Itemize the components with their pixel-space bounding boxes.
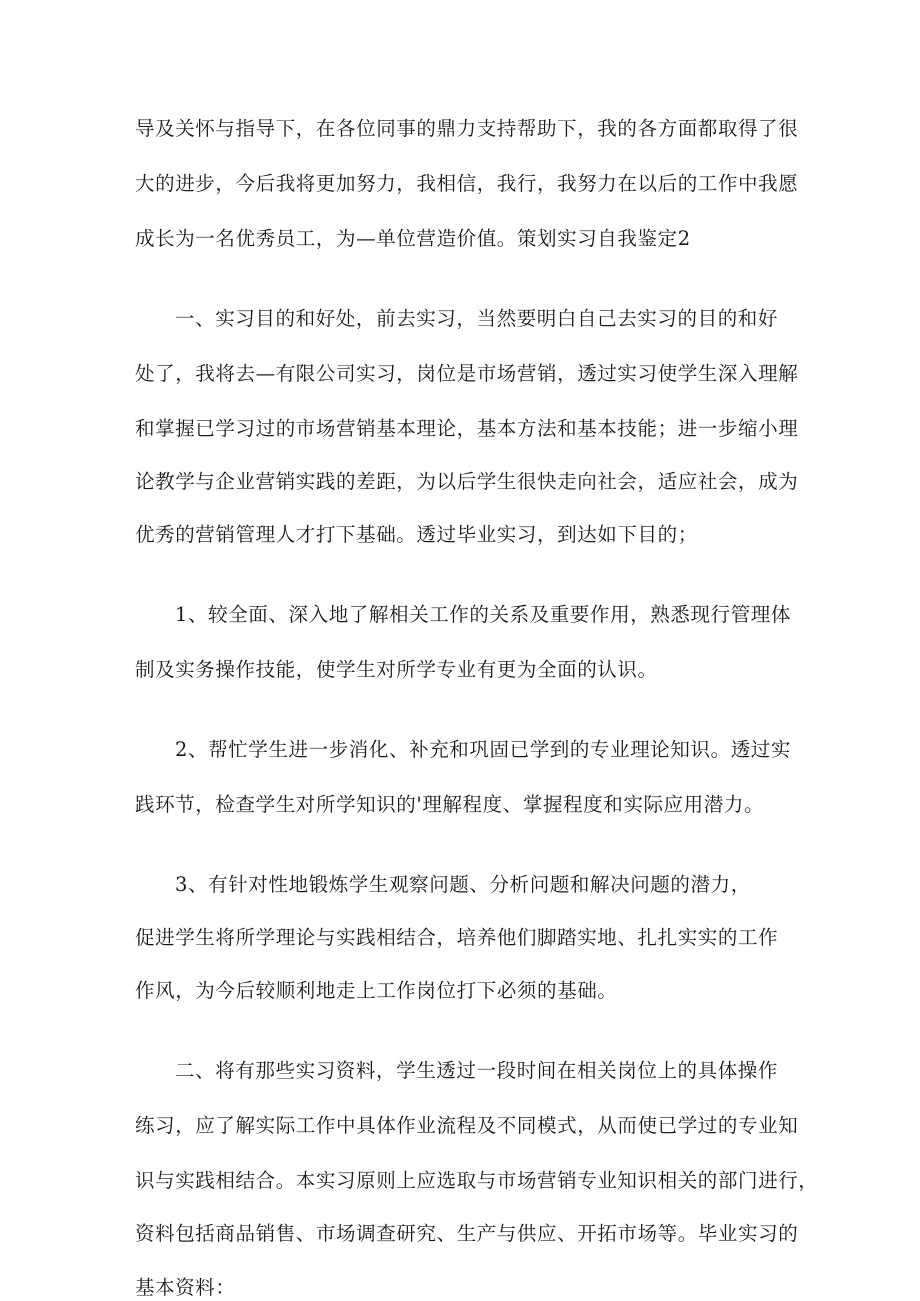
text-line: 论教学与企业营销实践的差距，为以后学生很快走向社会，适应社会，成为 [135, 470, 799, 493]
text-line: 二、将有那些实习资料，学生透过一段时间在相关岗位上的具体操作 [175, 1059, 779, 1082]
text-line: 处了，我将去—有限公司实习，岗位是市场营销，透过实习使学生深入理解 [135, 362, 799, 385]
text-line: 练习，应了解实际工作中具体作业流程及不同模式，从而使已学过的专业知 [135, 1114, 799, 1137]
text-line: 和掌握已学习过的市场营销基本理论，基本方法和基本技能；进一步缩小理 [135, 417, 799, 440]
text-line: 基本资料： [135, 1276, 236, 1299]
text-line: 2、帮忙学生进一步消化、补充和巩固已学到的专业理论知识。透过实 [175, 738, 792, 761]
text-line: 资料包括商品销售、市场调查研究、生产与供应、开拓市场等。毕业实习的 [135, 1222, 799, 1245]
text-line: 优秀的营销管理人才打下基础。透过毕业实习，到达如下目的； [135, 523, 698, 546]
text-line: 1、较全面、深入地了解相关工作的关系及重要作用，熟悉现行管理体 [175, 603, 792, 626]
text-line: 作风，为今后较顺利地走上工作岗位打下必须的基础。 [135, 979, 618, 1002]
text-line: 成长为一名优秀员工，为—单位营造价值。策划实习自我鉴定2 [135, 227, 691, 250]
text-line: 践环节，检查学生对所学知识的'理解程度、掌握程度和实际应用潜力。 [135, 793, 765, 816]
text-line: 制及实务操作技能，使学生对所学专业有更为全面的认识。 [135, 658, 658, 681]
text-line: 大的进步，今后我将更加努力，我相信，我行，我努力在以后的工作中我愿 [135, 172, 799, 195]
text-line: 3、有针对性地锻炼学生观察问题、分析问题和解决问题的潜力， [175, 873, 751, 896]
text-line: 促进学生将所学理论与实践相结合，培养他们脚踏实地、扎扎实实的工作 [135, 926, 779, 949]
text-line: 一、实习目的和好处，前去实习，当然要明白自己去实习的目的和好 [175, 307, 779, 330]
text-line: 识与实践相结合。本实习原则上应选取与市场营销专业知识相关的部门进行， [135, 1169, 819, 1192]
text-line: 导及关怀与指导下，在各位同事的鼎力支持帮助下，我的各方面都取得了很 [135, 117, 799, 140]
